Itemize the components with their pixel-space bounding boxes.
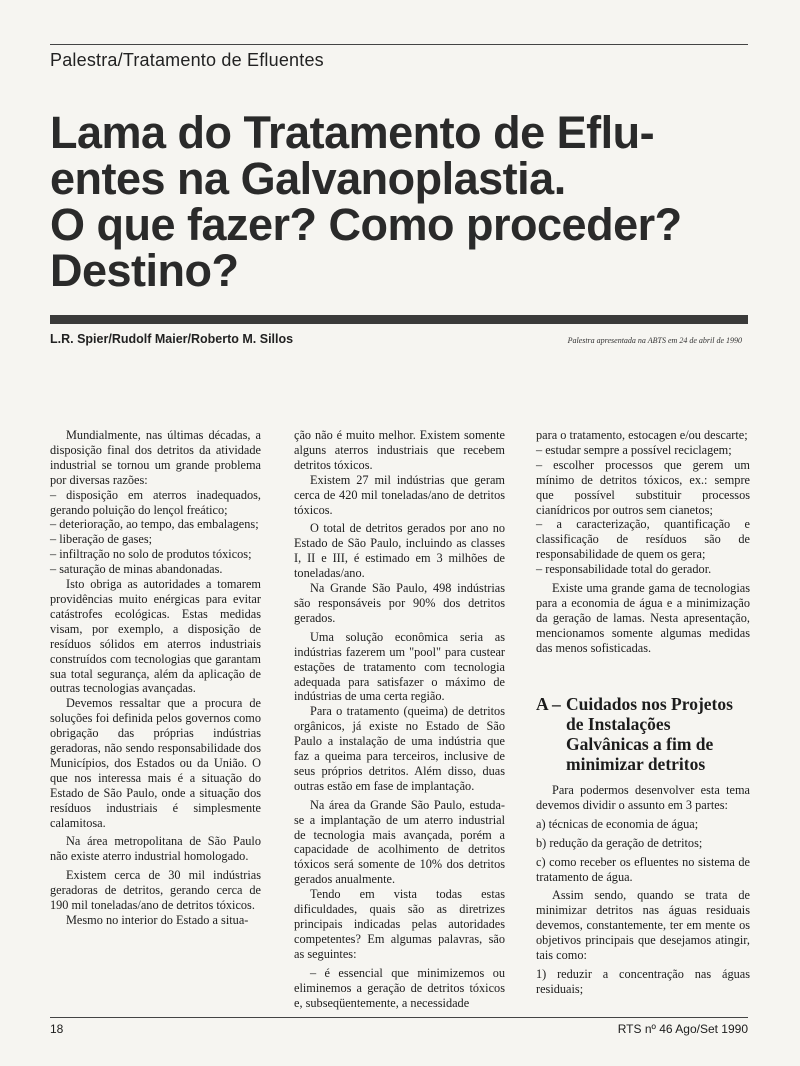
list-item: a) técnicas de economia de água; <box>536 816 699 831</box>
paragraph: Mesmo no interior do Estado a situa- <box>66 913 249 927</box>
paragraph: Na área metropolitana de São Paulo não existe aterro industrial homologado. <box>50 834 261 864</box>
paragraph: para o tratamento, estocagen e/ou descarte; <box>536 428 748 442</box>
authors-line: L.R. Spier/Rudolf Maier/Roberto M. Sillos <box>50 332 294 346</box>
presentation-note: Palestra apresentada na ABTS em 24 de abril de 1990 <box>567 336 742 345</box>
list-item: – deterioração, ao tempo, das embalagens; <box>50 517 259 532</box>
list-item: – escolher processos que gerem um mínimo de detritos tóxicos, ex.: sempre que possível substituir processos cianídricos por outros sem cianetos; <box>536 457 750 517</box>
title-line: entes na Galvanoplastia. <box>50 153 566 204</box>
section-label: Palestra/Tratamento de Efluentes <box>50 50 324 70</box>
paragraph: Uma solução econômica seria as indústrias fazerem um "pool" para custear estações de tratamento com tecnologia adequada para satisfazer o máximo de indústrias de uma certa região. <box>294 629 505 704</box>
paragraph: Para podermos desenvolver esta tema devemos dividir o assunto em 3 partes: <box>536 783 750 812</box>
title-line: Lama do Tratamento de Eflu- <box>50 107 655 158</box>
list-item: – liberação de gases; <box>50 532 153 547</box>
paragraph: Existem 27 mil indústrias que geram cerca de 420 mil toneladas/ano de detritos tóxicos. <box>294 472 505 517</box>
header-rule <box>50 44 748 45</box>
list-item: – estudar sempre a possível reciclagem; <box>536 442 732 457</box>
paragraph: Isto obriga as autoridades a tomarem providências muito enérgicas para evitar catástrofes ecológicas. Estas medidas visam, por exemplo, a disposição de resíduos sólidos em aterros industriais construídos com tecnologias que garantam sua total segurança, além da aplicação de outras tecnologias avançadas. <box>50 577 261 696</box>
list-item: – disposição em aterros inadequados, gerando poluição do lençol freático; <box>50 487 261 517</box>
paragraph: Tendo em vista todas estas dificuldades, quais são as diretrizes principais indicadas pelas autoridades competentes? Em algumas palavras, são as seguintes: <box>294 887 505 961</box>
list-item: 1) reduzir a concentração nas águas residuais; <box>536 966 750 996</box>
paragraph: Existe uma grande gama de tecnologias para a economia de água e a minimização da geração de lamas. Nesta apresentação, mencionamos somente algumas medidas das menos sofisticadas. <box>536 581 750 655</box>
list-item: c) como receber os efluentes no sistema de tratamento de água. <box>536 854 750 884</box>
title-line: O que fazer? Como proceder? <box>50 199 682 250</box>
list-item: – infiltração no solo de produtos tóxicos; <box>50 547 252 562</box>
column-1 <box>50 428 261 928</box>
issue-info: RTS nº 46 Ago/Set 1990 <box>617 1022 748 1036</box>
list-item: – responsabilidade total do gerador. <box>536 562 712 577</box>
title-divider-bar <box>50 315 748 324</box>
paragraph: Na Grande São Paulo, 498 indústrias são responsáveis por 90% dos detritos gerados. <box>294 581 505 625</box>
paragraph: Mundialmente, nas últimas décadas, a disposição final dos detritos da atividade industrial se tornou um grande problema por diversas razões: <box>50 428 261 487</box>
paragraph: O total de detritos gerados por ano no Estado de São Paulo, incluindo as classes I, II e III, é estimado em 3 milhões de toneladas/ano. <box>294 521 505 581</box>
title-line: Destino? <box>50 245 239 296</box>
section-heading-a <box>536 694 750 774</box>
article-title <box>50 107 760 296</box>
list-item: – a caracterização, quantificação e classificação de resíduos são de responsabilidade de quem os gera; <box>536 517 750 562</box>
paragraph: Assim sendo, quando se trata de minimizar detritos nas águas residuais devemos, constantemente, ter em mente os objetivos principais que desejamos atingir, tais como: <box>536 888 750 963</box>
section-heading-text: Cuidados nos Projetos de Instalações Galvânicas a fim de minimizar detritos <box>566 694 733 774</box>
column-3-lower <box>536 783 750 997</box>
page-number: 18 <box>50 1022 64 1036</box>
paragraph: ção não é muito melhor. Existem somente alguns aterros industriais que recebem detritos tóxicos. <box>294 428 505 472</box>
footer-rule <box>50 1017 748 1018</box>
section-letter: A – <box>536 694 561 714</box>
paragraph: Devemos ressaltar que a procura de soluções foi definida pelos governos como obrigação das próprias indústrias geradoras, não sendo responsabilidade dos Municípios, dos Estados ou da União. O que nos interessa mais é a situação do Estado de São Paulo, onde a situação dos resíduos industriais é simplesmente calamitosa. <box>50 696 261 830</box>
column-2 <box>294 428 505 1010</box>
paragraph: – é essencial que minimizemos ou eliminemos a geração de detritos tóxicos e, subseqüentemente, a necessidade <box>294 965 505 1010</box>
column-3-upper <box>536 428 750 656</box>
list-item: – saturação de minas abandonadas. <box>50 562 223 577</box>
paragraph: Existem cerca de 30 mil indústrias geradoras de detritos, gerando cerca de 190 mil toneladas/ano de detritos tóxicos. <box>50 868 261 913</box>
paragraph: Na área da Grande São Paulo, estuda-se a implantação de um aterro industrial de tecnologia mais avançada, porém a capacidade de acolhimento de detritos tóxicos será somente de 10% dos detritos gerados anualmente. <box>294 797 505 887</box>
list-item: b) redução da geração de detritos; <box>536 835 703 850</box>
paragraph: Para o tratamento (queima) de detritos orgânicos, já existe no Estado de São Paulo a instalação de uma indústria que faz a queima para terceiros, inclusive de seus próprios detritos. Além disso, duas outras estão em fase de implantação. <box>294 704 505 793</box>
